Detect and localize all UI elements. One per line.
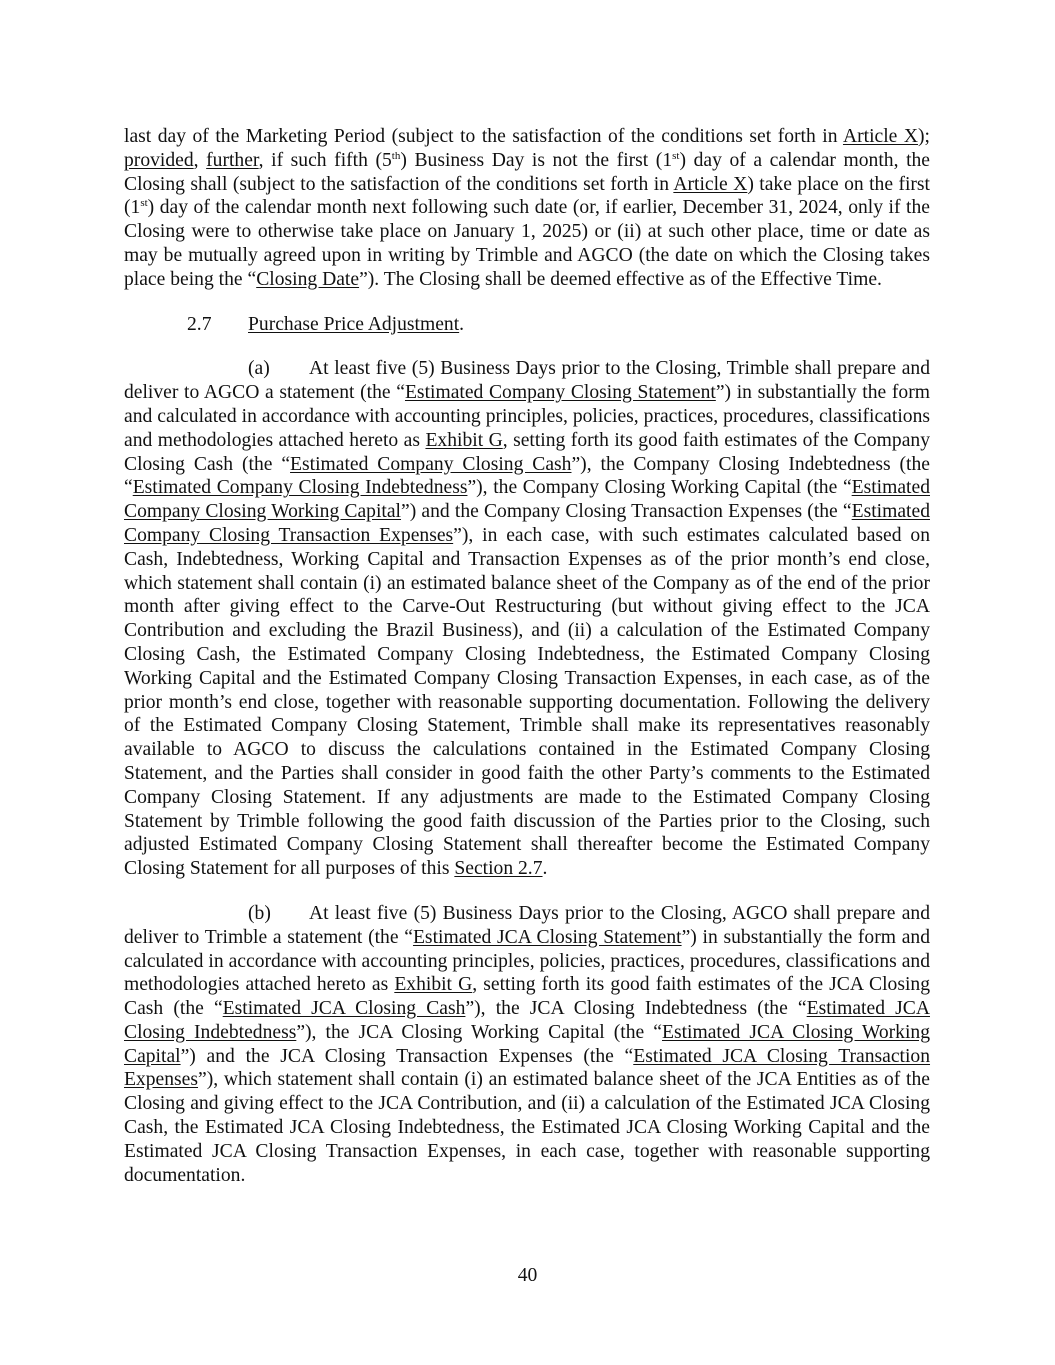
text-run: . — [459, 313, 465, 335]
text-run: , if such fifth (5 — [258, 149, 392, 171]
ordinal-superscript: th — [391, 149, 401, 162]
page-body — [124, 125, 930, 1208]
text-run: ”), which statement shall contain (i) an estimated balance sheet of the JCA Entities as of the Closing and giving effect to the JCA Contribution, and (ii) a calculation of the Estimated JCA Closing Cash, the Estimated JCA Closing Indebtedness, the Estimated JCA Closing Working Capital and the Estimated JCA Closing Transaction Expenses, in each case, together with reasonable supporting documentation. — [124, 1069, 930, 1186]
text-run: ”), the JCA Closing Working Capital (the “ — [296, 1021, 662, 1043]
text-run: ”), the Company Closing Working Capital (the “ — [467, 477, 852, 499]
text-run: . — [542, 858, 548, 880]
text-run: ”), in each case, with such estimates calculated based on Cash, Indebtedness, Working Capital and Transaction Expenses as of the prior month’s end close, which statement shall contain (i) an estimated balance sheet of the Company as of the end of the prior month after giving effect to the Carve-Out Restructuring (but without giving effect to the JCA Contribution and excluding the Brazil Business), and (ii) a calculation of the Estimated Company Closing Cash, the Estimated Company Closing Indebtedness, the Estimated Company Closing Working Capital and the Estimated Company Closing Transaction Expenses, in each case, as of the prior month’s end close, together with reasonable supporting documentation. Following the delivery of the Estimated Company Closing Statement, Trimble shall make its representatives reasonably available to AGCO to discuss the calculations contained in the Estimated Company Closing Statement, and the Parties shall consider in good faith the other Party’s comments to the Estimated Company Closing Statement. If any adjustments are made to the Estimated Company Closing Statement by Trimble following the good faith discussion of the Parties prior to the Closing, such adjusted Estimated Company Closing Statement shall thereafter become the Estimated Company Closing Statement for all purposes of this — [124, 524, 930, 880]
defined-term: Estimated Company Closing Statement — [404, 382, 716, 404]
defined-term: Estimated Company Closing Transaction Expenses — [124, 501, 930, 546]
paragraph-b — [124, 902, 930, 1188]
text-run: ”), the JCA Closing Indebtedness (the “ — [465, 998, 807, 1020]
text-run: ) day of the calendar month next following such date (or, if earlier, December 31, 2024, only if the Closing were to otherwise take place on January 1, 2025) or (ii) at such other place, time or date as may be mutually agreed upon in writing by Trimble and AGCO (the date on which the Closing takes place being the “ — [124, 197, 930, 290]
defined-term: Estimated Company Closing Working Capital — [124, 477, 930, 523]
text-run: last day of the Marketing Period (subject to the satisfaction of the conditions set forth in — [124, 126, 843, 147]
paragraph-label: (a) — [248, 358, 270, 380]
text-run: ”) and the JCA Closing Transaction Expenses (the “ — [180, 1045, 634, 1067]
defined-term: Estimated Company Closing Cash — [290, 453, 572, 475]
text-run: At least five (5) Business Days prior to the Closing, Trimble shall prepare and deliver to AGCO a statement (the “ — [124, 358, 930, 404]
text-run: ”). The Closing shall be deemed effective as of the Effective Time. — [359, 268, 882, 290]
text-run: ) day of a calendar month, the Closing shall (subject to the satisfaction of the conditions set forth in — [124, 149, 931, 195]
ordinal-superscript: st — [140, 197, 148, 210]
exhibit-reference: Exhibit G — [394, 974, 473, 996]
text-run: ) Business Day is not the first (1 — [400, 149, 673, 171]
defined-term: Estimated JCA Closing Cash — [222, 998, 466, 1020]
text-run: ”) in substantially the form and calculated in accordance with accounting principles, policies, practices, procedures, classifications and methodologies attached hereto as — [124, 382, 930, 451]
defined-term: Estimated Company Closing Indebtedness — [132, 477, 468, 499]
text-run: At least five (5) Business Days prior to the Closing, AGCO shall prepare and deliver to Trimble a statement (the “ — [124, 902, 930, 948]
paragraph-a — [124, 357, 930, 881]
defined-term: Estimated JCA Closing Transaction Expenses — [124, 1045, 931, 1091]
further-term: further — [206, 149, 259, 171]
text-run: , — [193, 149, 207, 171]
text-run: ”), the Company Closing Indebtedness (the “ — [124, 453, 930, 499]
article-x-reference: Article X — [673, 173, 748, 195]
paragraph-label: (b) — [248, 902, 271, 924]
text-run: , setting forth its good faith estimates of the JCA Closing Cash (the “ — [124, 974, 930, 1020]
defined-term: Estimated JCA Closing Statement — [412, 926, 682, 948]
closing-date-term: Closing Date — [256, 268, 360, 290]
text-run: ) take place on the first (1 — [124, 173, 931, 219]
text-run: ”) and the Company Closing Transaction Expenses (the “ — [401, 501, 852, 523]
section-reference: Section 2.7 — [454, 858, 543, 880]
section-heading — [124, 313, 930, 337]
section-number: 2.7 — [187, 313, 212, 335]
text-run: ”) in substantially the form and calculated in accordance with accounting principles, policies, practices, procedures, classifications and methodologies attached hereto as — [124, 926, 930, 996]
text-run: , setting forth its good faith estimates of the Company Closing Cash (the “ — [124, 429, 930, 475]
provided-term: provided — [124, 149, 194, 171]
defined-term: Estimated JCA Closing Working Capital — [124, 1021, 930, 1067]
section-title: Purchase Price Adjustment — [248, 313, 460, 335]
article-x-reference: Article X — [842, 126, 919, 147]
page-number: 40 — [517, 1265, 538, 1286]
exhibit-reference: Exhibit G — [425, 429, 503, 451]
ordinal-superscript: st — [672, 149, 680, 162]
defined-term: Estimated JCA Closing Indebtedness — [124, 998, 930, 1043]
text-run: ); — [918, 126, 930, 147]
lead-paragraph — [124, 125, 930, 292]
